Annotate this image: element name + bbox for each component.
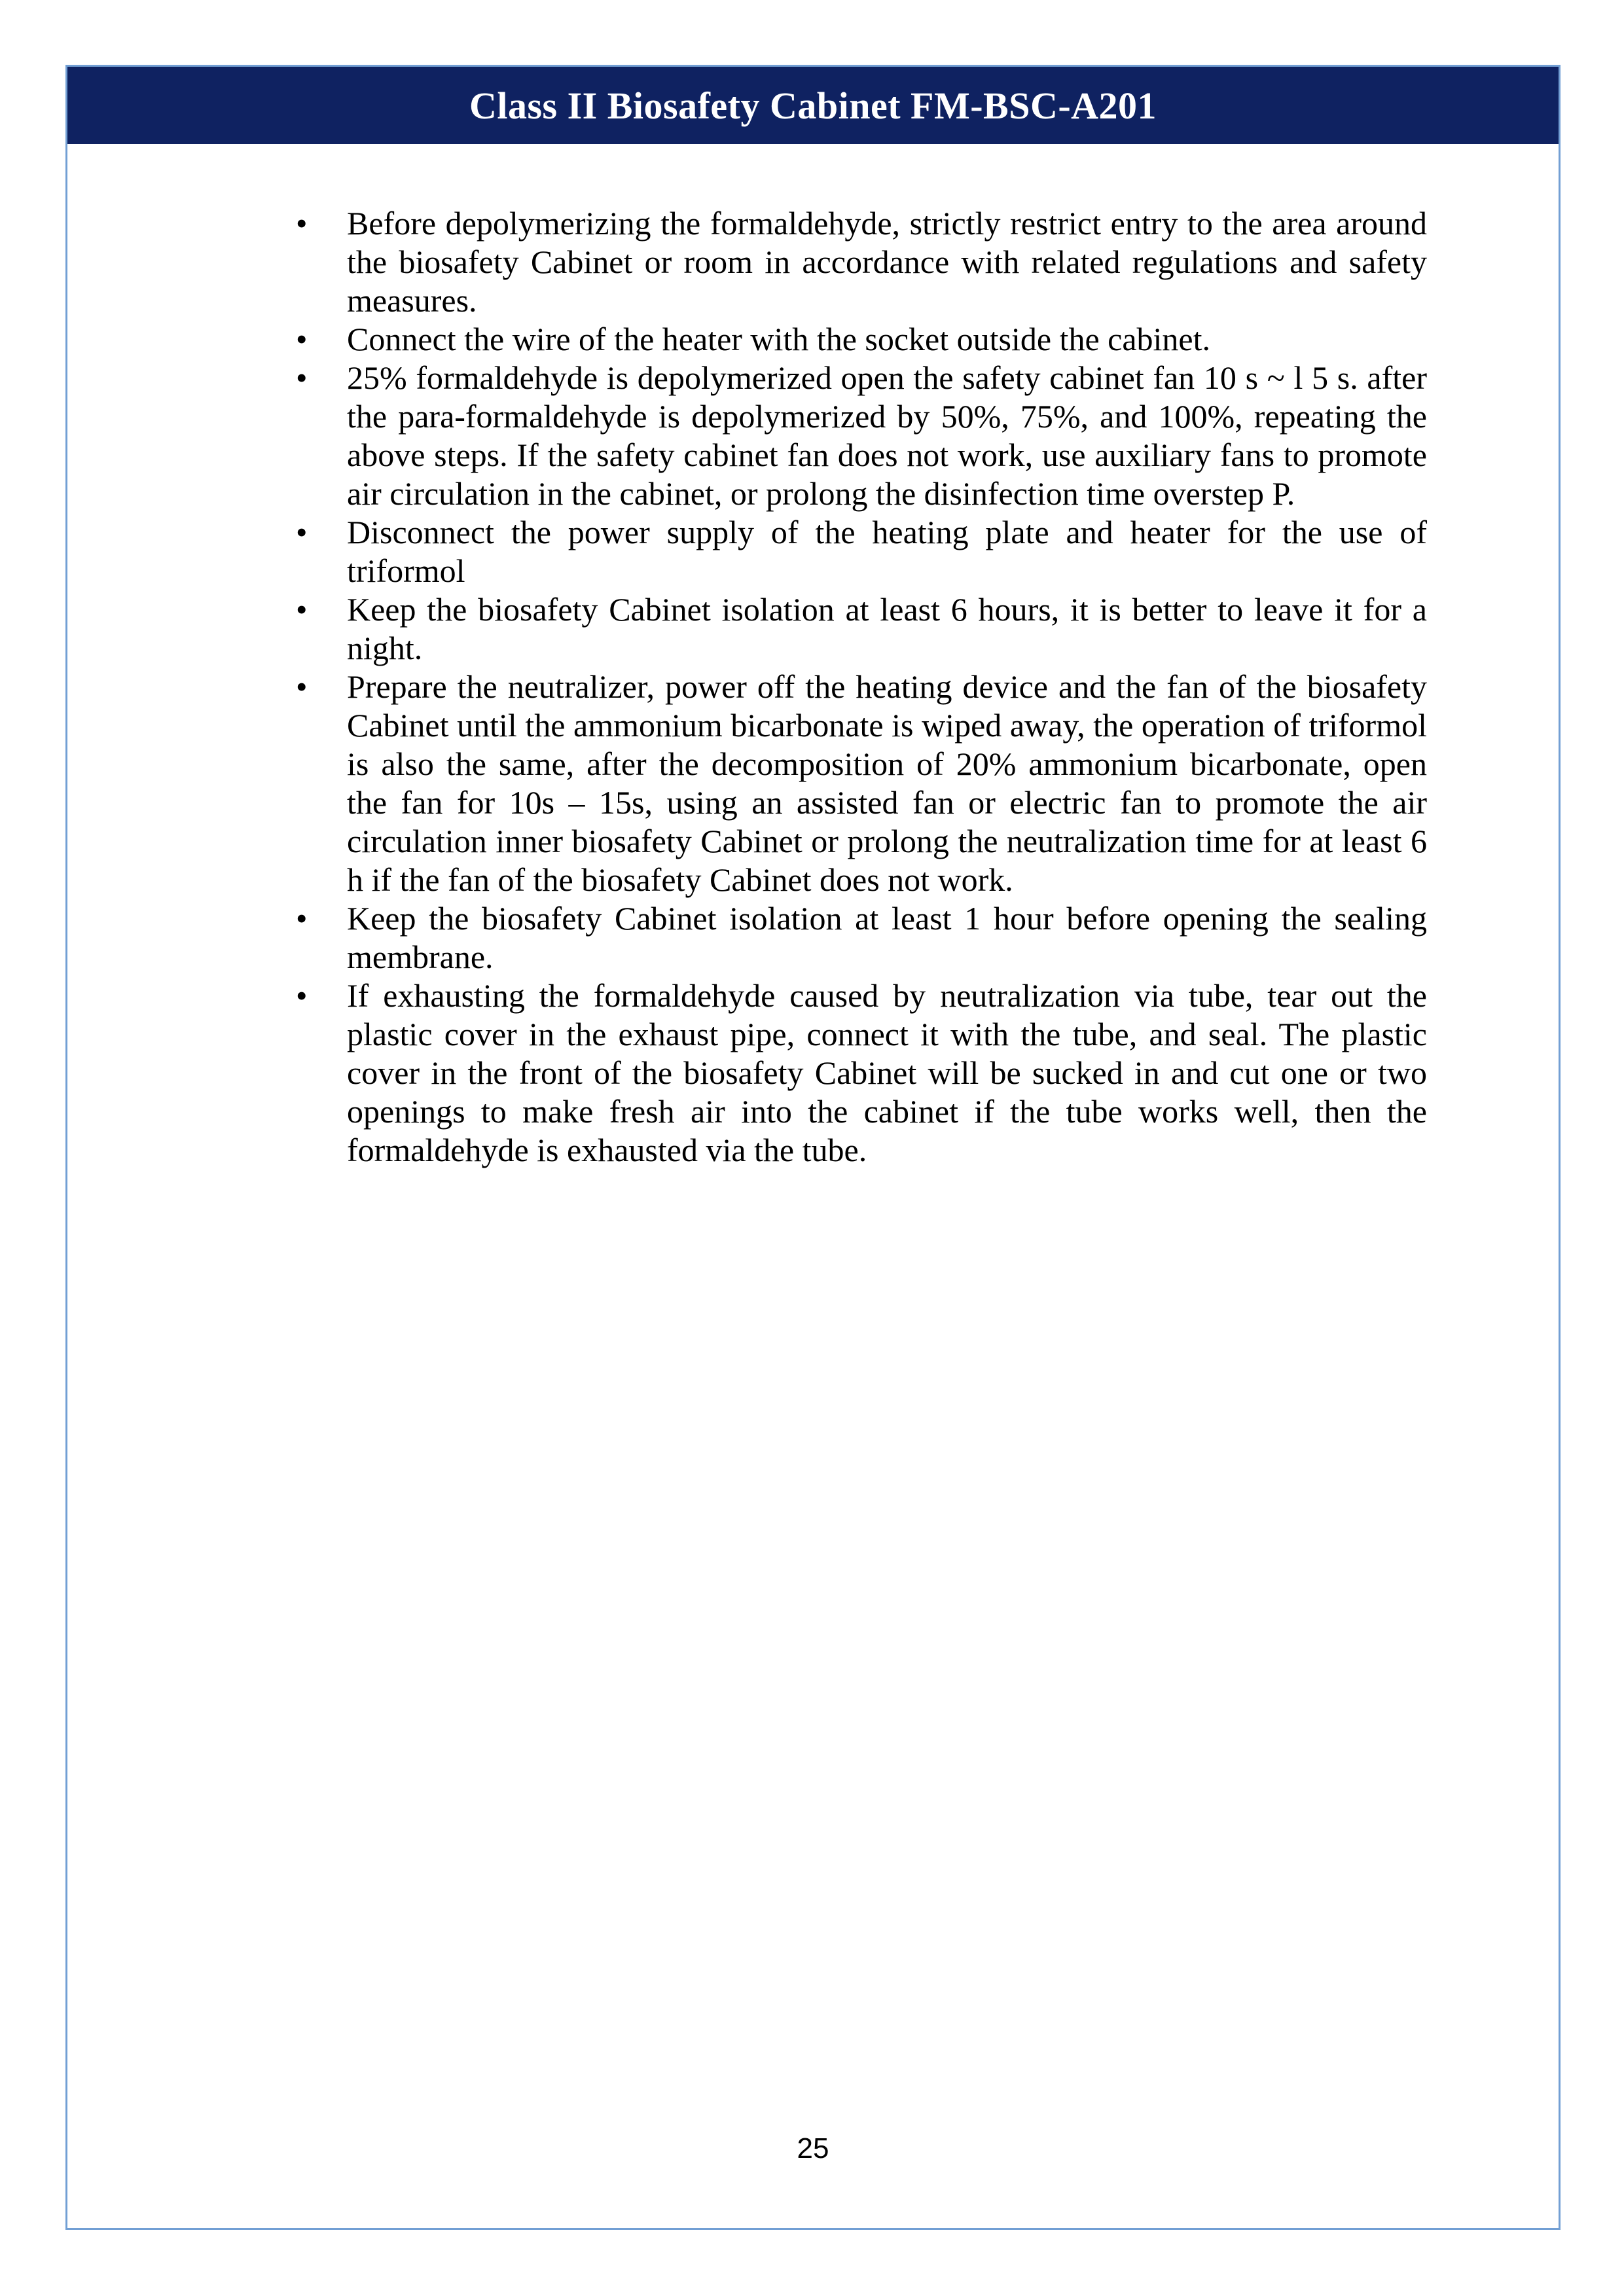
bullet-icon: • xyxy=(296,900,308,937)
page-border-frame xyxy=(65,65,1561,2230)
list-item xyxy=(293,204,1427,320)
bullet-icon: • xyxy=(296,977,308,1014)
bullet-text: Keep the biosafety Cabinet isolation at least 1 hour before opening the sealing membrane. xyxy=(347,900,1427,975)
list-item xyxy=(293,359,1427,513)
page-title: Class II Biosafety Cabinet FM-BSC-A201 xyxy=(469,84,1157,127)
bullet-text: 25% formaldehyde is depolymerized open the safety cabinet fan 10 s ~ l 5 s. after the para-formaldehyde is depolymerized by 50%, 75%, and 100%, repeating the above steps. If the safety cabinet fan does not work, use auxiliary fans to promote air circulation in the cabinet, or prolong the disinfection time overstep P. xyxy=(347,359,1427,512)
bullet-text: If exhausting the formaldehyde caused by neutralization via tube, tear out the plastic cover in the exhaust pipe, connect it with the tube, and seal. The plastic cover in the front of the biosafety Cabinet will be sucked in and cut one or two openings to make fresh air into the cabinet if the tube works well, then the formaldehyde is exhausted via the tube. xyxy=(347,977,1427,1168)
bullet-text: Connect the wire of the heater with the socket outside the cabinet. xyxy=(347,321,1210,357)
bullet-icon: • xyxy=(296,514,308,550)
bullet-text: Disconnect the power supply of the heating plate and heater for the use of triformol xyxy=(347,514,1427,589)
list-item xyxy=(293,320,1427,359)
list-item xyxy=(293,899,1427,977)
bullet-text: Prepare the neutralizer, power off the heating device and the fan of the biosafety Cabinet until the ammonium bicarbonate is wiped away, the operation of triformol is also the same, after the decomposition of 20% ammonium bicarbonate, open the fan for 10s – 15s, using an assisted fan or electric fan to promote the air circulation inner biosafety Cabinet or prolong the neutralization time for at least 6 h if the fan of the biosafety Cabinet does not work. xyxy=(347,668,1427,898)
bullet-icon: • xyxy=(296,668,308,705)
bullet-icon: • xyxy=(296,591,308,628)
bullet-text: Before depolymerizing the formaldehyde, strictly restrict entry to the area around the biosafety Cabinet or room in accordance with related regulations and safety measures. xyxy=(347,205,1427,319)
bullet-icon: • xyxy=(296,321,308,357)
bullet-icon: • xyxy=(296,205,308,242)
page-number: 25 xyxy=(797,2132,829,2164)
list-item xyxy=(293,590,1427,668)
bullet-icon: • xyxy=(296,359,308,396)
list-item xyxy=(293,668,1427,899)
bullet-list xyxy=(293,204,1427,1170)
bullet-text: Keep the biosafety Cabinet isolation at least 6 hours, it is better to leave it for a night. xyxy=(347,591,1427,666)
document-title-bar xyxy=(67,67,1559,144)
list-item xyxy=(293,977,1427,1170)
list-item xyxy=(293,513,1427,590)
